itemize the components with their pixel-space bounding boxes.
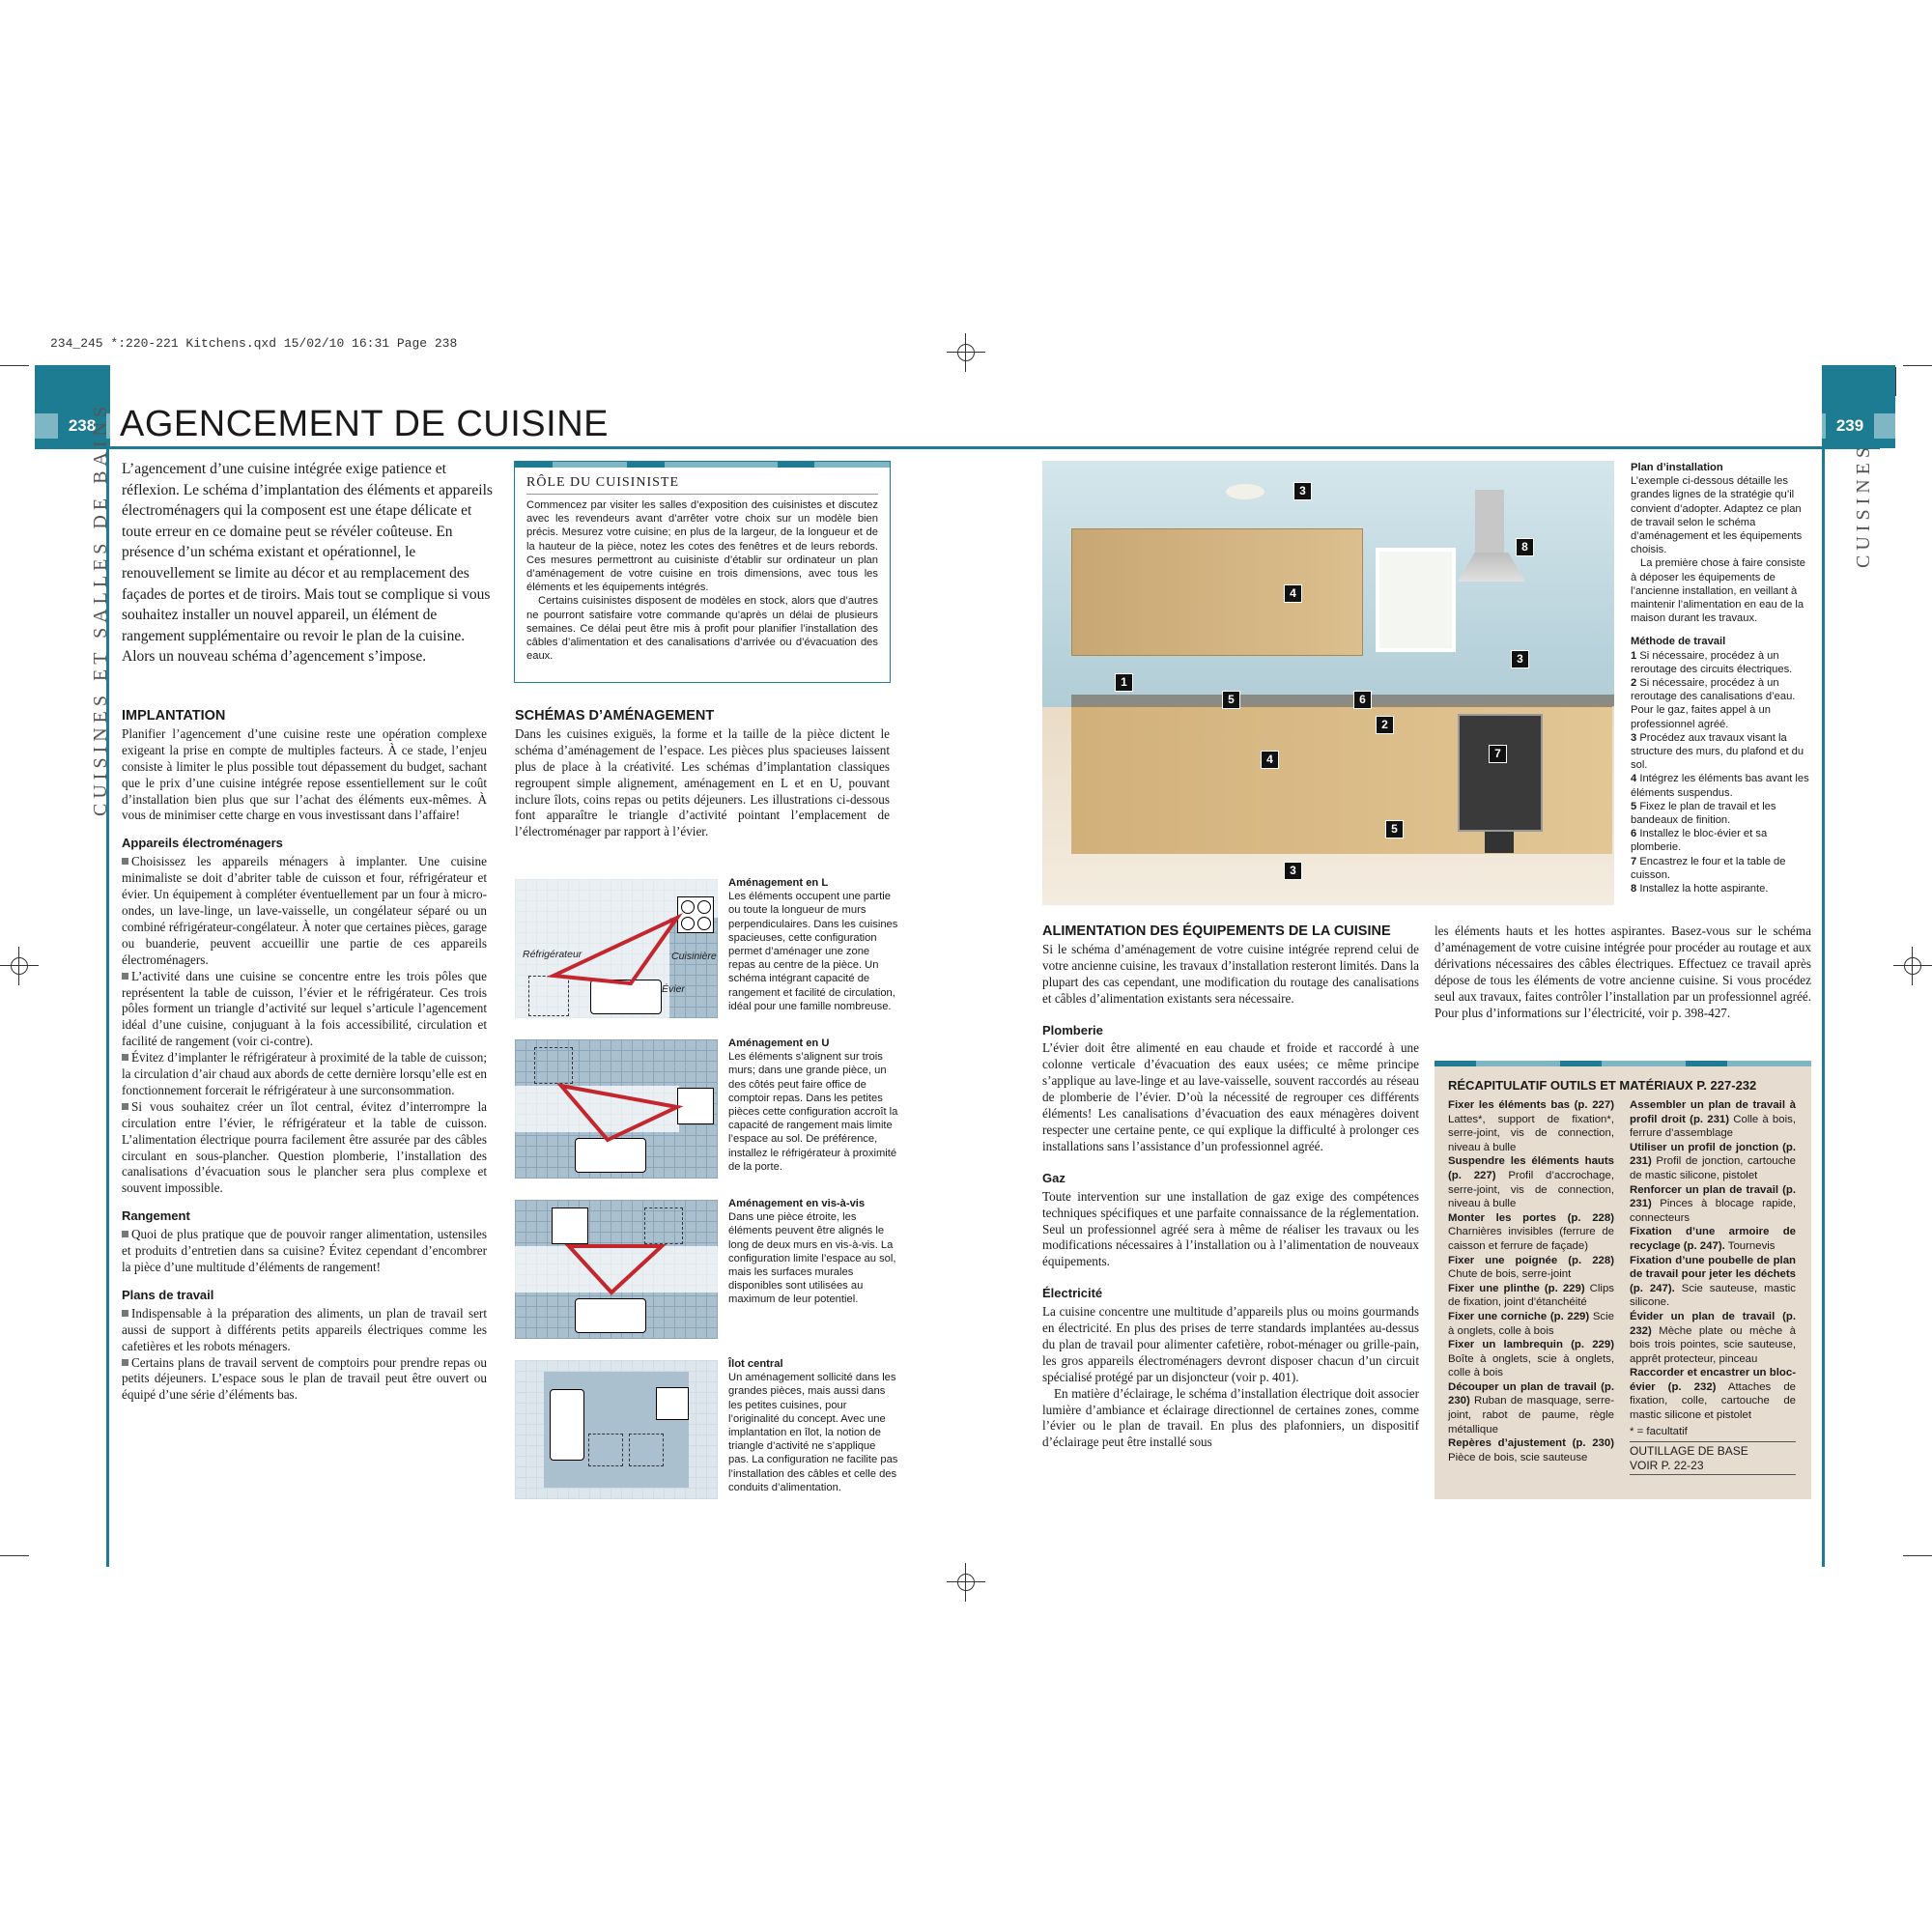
hob-icon bbox=[656, 1387, 689, 1420]
activity-triangle bbox=[515, 1039, 718, 1179]
electricite-p1: La cuisine concentre une multitude d’appareils plus ou moins gourmands en électricité. En plus des prises de terre standards implantées au-dessus du plan de travail pour alimenter cafetière, robot-ménager ou grille-pain, les gros appareils électroménagers devront disposer chacun d’un circuit spécialisé protégé par un disjoncteur (voir p. 401). bbox=[1042, 1304, 1419, 1384]
recap-item: Fixation d’une armoire de recyclage (p. 247). Tournevis bbox=[1630, 1226, 1796, 1252]
side-label-left: CUISINES ET SALLES DE BAINS bbox=[90, 401, 111, 816]
methode-step: 2 Si nécessaire, procédez à un reroutage des canalisations d’eau. Pour le gaz, faites appel à un professionnel agréé. bbox=[1631, 677, 1796, 730]
alimentation-text: Si le schéma d’aménagement de votre cuisine intégrée reprend celui de votre ancienne cuisine, les travaux d’installation resteront limités. Dans la plupart des cas cependant, une modification du routage des canalisations et câbles d’alimentation existants sera nécessaire. bbox=[1042, 941, 1420, 1006]
recap-item: Fixer une plinthe (p. 229) Clips de fixation, joint d’étanchéité bbox=[1448, 1282, 1614, 1309]
appareils-item: L’activité dans une cuisine se concentre entre les trois pôles que représentent la table de cuisson, l’évier et le réfrigérateur. Ces trois pôles forment un triangle d’activité sur lequel s’articule l’agencement idéal d’une cuisine, conjuguant à la fois accessibilité, circulation et facilité de rangement (voir ci-contre). bbox=[122, 968, 487, 1049]
plan-heading: Plan d’installation bbox=[1631, 462, 1723, 473]
plan-installation bbox=[1631, 461, 1812, 895]
col4-text: les éléments hauts et les hottes aspirantes. Basez-vous sur le schéma d’aménagement de votre cuisine intégrée pour procéder au routage et aux dérivations nécessaires des câbles électriques. Effectuez ce travail après dépose de tous les éléments de votre ancienne cuisine. Si vous procédez seul aux travaux, faites contrôler l’installation par un professionnel agréé. Pour plus d’informations sur l’électricité, voir p. 398-427. bbox=[1435, 923, 1811, 1020]
kitchen-photo bbox=[1042, 461, 1614, 905]
oven bbox=[1458, 714, 1543, 832]
recap-item: Découper un plan de travail (p. 230) Ruban de masquage, serre-joint, rabot de paume, règle métallique bbox=[1448, 1380, 1614, 1435]
schemas-section bbox=[515, 708, 890, 840]
methode-step: 4 Intégrez les éléments bas avant les éléments suspendus. bbox=[1631, 773, 1809, 799]
role-heading: RÔLE DU CUISINISTE bbox=[526, 475, 878, 495]
registration-mark-right bbox=[1893, 947, 1932, 985]
methode-step: 5 Fixez le plan de travail et les bandeaux de finition. bbox=[1631, 800, 1776, 827]
recap-item: Repères d’ajustement (p. 230) Pièce de bois, scie sauteuse bbox=[1448, 1437, 1614, 1463]
plans-heading: Plans de travail bbox=[122, 1287, 214, 1302]
rangement-heading: Rangement bbox=[122, 1208, 190, 1224]
rangement-item: Quoi de plus pratique que de pouvoir ranger alimentation, ustensiles et produits d’entretien dans sa cuisine? Évitez cependant d’encombrer la pièce d’une multitude d’éléments de rangement! bbox=[122, 1227, 487, 1274]
recap-item: Fixation d’une poubelle de plan de travail pour jeter les déchets (p. 247). Scie sauteuse, mastic silicone. bbox=[1630, 1254, 1797, 1309]
recap-right-column bbox=[1630, 1098, 1796, 1475]
recap-item: Monter les portes (p. 228) Charnières invisibles (ferrure de caisson et ferrure de façade) bbox=[1448, 1211, 1614, 1252]
layout-l-title: Aménagement en L bbox=[728, 877, 829, 889]
layout-u-caption bbox=[728, 1037, 898, 1174]
layout-ilot-caption bbox=[728, 1357, 898, 1494]
appareils-item: Évitez d’implanter le réfrigérateur à proximité de la table de cuisson; la circulation d’air chaud aux abords de cette dernière lorsqu’elle est en fonctionnement forcerait le réfrigérateur à une surconsommation. bbox=[122, 1050, 487, 1097]
recap-note: * = facultatif bbox=[1630, 1425, 1688, 1437]
plomberie-heading: Plomberie bbox=[1042, 1022, 1103, 1037]
plomberie-text: L’évier doit être alimenté en eau chaude et froide et raccordé à une colonne verticale d’évacuation des eaux usées; ce même principe s’applique au lave-linge et au lave-vaisselle, souvent raccordés au réseau de plomberie de l’évier. D’où la nécessité de regrouper ces différents éléments! Les canalisations d’évacuation des eaux ménagères doivent respecter une certaine pente, ce qui explique la difficulté à prolonger ces installations sans l’assistance d’un professionnel agréé. bbox=[1042, 1040, 1419, 1153]
schemas-text: Dans les cuisines exiguës, la forme et la taille de la pièce dictent le schéma d’aménagement de l’espace. Les pièces plus spacieuses laissent plus de place à la créativité. Les schémas d’implantation classiques regroupent simple alignement, aménagement en L et en U, pouvant inclure îlots, coins repas ou petits déjeuners. Les illustrations ci-dessous font apparaître le triangle d’activité pointant l’emplacement de l’électroménager par rapport à l’évier. bbox=[515, 725, 890, 839]
role-cuisiniste-box bbox=[514, 461, 891, 683]
right-column-3 bbox=[1042, 923, 1419, 1451]
diagram-vis-a-vis-layout bbox=[515, 1200, 718, 1339]
layout-u-text: Les éléments s’alignent sur trois murs; dans une grande pièce, un des côtés peut faire office de comptoir repas. Dans les petites pièces cette configuration accroît la capacité de rangement mais limite l’espace au sol. De préférence, installez le réfrigérateur à proximité de la porte. bbox=[728, 1051, 898, 1173]
gaz-text: Toute intervention sur une installation de gaz exige des compétences techniques spécifiques et une parfaite connaissance de la réglementation. Seul un professionnel agréé sera à même de réaliser les travaux ou les modifications nécessaires à l’installation ou à l’alimentation de nouveaux équipements. bbox=[1042, 1188, 1419, 1269]
methode-step: 6 Installez le bloc-évier et sa plomberie. bbox=[1631, 828, 1768, 854]
hood-chimney bbox=[1475, 490, 1504, 557]
ceiling-light bbox=[1226, 484, 1264, 499]
photo-badge: 3 bbox=[1293, 482, 1312, 500]
methode-step: 8 Installez la hotte aspirante. bbox=[1631, 883, 1769, 895]
layout-u-title: Aménagement en U bbox=[728, 1037, 830, 1049]
recap-base-1: OUTILLAGE DE BASE bbox=[1630, 1441, 1796, 1459]
plans-item: Certains plans de travail servent de comptoirs pour prendre repas ou petits déjeuners. L’espace sous le plan de travail peut être ouvert ou équipé d’une série d’éléments bas. bbox=[122, 1354, 487, 1403]
gaz-heading: Gaz bbox=[1042, 1170, 1065, 1185]
photo-badge: 7 bbox=[1489, 745, 1507, 763]
page-number-left: 238 bbox=[58, 413, 106, 439]
electricite-heading: Électricité bbox=[1042, 1286, 1103, 1301]
alimentation-heading: ALIMENTATION DES ÉQUIPEMENTS DE LA CUISINE bbox=[1042, 923, 1391, 939]
registration-mark-left bbox=[0, 947, 39, 985]
wall-cabinets bbox=[1071, 528, 1363, 656]
photo-badge: 4 bbox=[1261, 751, 1279, 769]
plans-item: Indispensable à la préparation des aliments, un plan de travail sert aussi de support à différents petits appareils électriques comme les cafetières et les robots ménagers. bbox=[122, 1305, 487, 1353]
methode-step: 7 Encastrez le four et la table de cuisson. bbox=[1631, 855, 1786, 881]
fridge-outline bbox=[629, 1434, 664, 1466]
box-color-bar bbox=[515, 462, 890, 468]
recap-item: Assembler un plan de travail à profil droit (p. 231) Colle à bois, ferrure d’assemblage bbox=[1630, 1099, 1796, 1140]
trim-mark bbox=[1903, 1555, 1932, 1556]
photo-badge: 5 bbox=[1222, 691, 1240, 709]
photo-badge: 3 bbox=[1511, 650, 1529, 668]
layout-l-caption bbox=[728, 876, 898, 1013]
recap-box bbox=[1435, 1061, 1811, 1499]
recap-item: Fixer les éléments bas (p. 227) Lattes*, support de fixation*, serre-joint, vis de connection, niveau à bulle bbox=[1448, 1099, 1614, 1153]
implantation-text: Planifier l’agencement d’une cuisine reste une opération complexe exigeant la prise en compte de multiples facteurs. À ce stade, l’enjeu consiste à limiter le plus possible tout dépassement du budget, sachant que le prix d’une cuisine intégrée repose essentiellement sur le coût d’installation bien plus que sur l’achat des éléments eux-mêmes. À vous de minimiser cette charge en vous investissant dans l’affaire! bbox=[122, 725, 487, 823]
intro-paragraph: L’agencement d’une cuisine intégrée exige patience et réflexion. Le schéma d’implantation des éléments et appareils électroménagers qui la composent est une étape délicate et toute erreur en ce domaine peut se révéler coûteuse. En présence d’un schéma existant et opérationnel, le renouvellement se limite au décor et au remplacement des façades de portes et de tiroirs. Mais tout se complique si vous souhaitez installer un nouvel appareil, un élément de rangement supplémentaire ou revoir le plan de la cuisine. Alors un nouveau schéma d’agencement s’impose. bbox=[122, 461, 493, 666]
left-column-body bbox=[122, 708, 487, 1404]
electricite-p2: En matière d’éclairage, le schéma d’installation électrique doit associer lumière d’ambiance et éclairage directionnel de certaines zones, comme l’évier ou le plan de travail. En plus des plafonniers, un dispositif d’éclairage peut être installé sous bbox=[1042, 1385, 1419, 1450]
methode-heading: Méthode de travail bbox=[1631, 636, 1726, 648]
recap-item: Renforcer un plan de travail (p. 231) Pinces à blocage rapide, connecteurs bbox=[1630, 1183, 1796, 1224]
activity-triangle bbox=[515, 1200, 718, 1339]
recap-item: Utiliser un profil de jonction (p. 231) Profil de jonction, cartouche de mastic silicone, pistolet bbox=[1630, 1141, 1796, 1181]
appareils-item: Choisissez les appareils ménagers à implanter. Une cuisine minimaliste se doit d’abriter table de cuisson et four, réfrigérateur et évier. Un équipement à compléter éventuellement par un four à micro-ondes, un lave-linge, un lave-vaisselle, un congélateur séparé ou un combiné réfrigérateur-congélateur. À noter que certaines pièces, garage ou buanderie, peuvent accueillir une partie de ces appareils électroménagers. bbox=[122, 854, 487, 967]
layout-ilot-title: Îlot central bbox=[728, 1358, 783, 1370]
page-number-right: 239 bbox=[1826, 413, 1874, 439]
page-title: AGENCEMENT DE CUISINE bbox=[120, 404, 609, 444]
registration-mark-top bbox=[947, 333, 985, 372]
label-refrigerateur: Réfrigérateur bbox=[523, 949, 582, 960]
label-cuisiniere: Cuisinière bbox=[671, 951, 717, 962]
layout-vis-a-vis-text: Dans une pièce étroite, les éléments peuvent être alignés le long de deux murs en vis-à-vis. La configuration limite l’espace au sol, mais les surfaces murales disponibles sont utilisées au maximum de leur potentiel. bbox=[728, 1211, 896, 1306]
fridge-outline bbox=[588, 1434, 623, 1466]
methode-step: 3 Procédez aux travaux visant la structure des murs, du plafond et du sol. bbox=[1631, 731, 1804, 772]
recap-base-2: VOIR P. 22-23 bbox=[1630, 1459, 1796, 1476]
methode-step: 1 Si nécessaire, procédez à un reroutage des circuits électriques. bbox=[1631, 649, 1793, 675]
role-p2: Certains cuisinistes disposent de modèles en stock, alors que d’autres ne pourront satisfaire votre commande qu’après un délai de plusieurs semaines. Ce délai peut être mis à profit pour planifier l’installation des câbles d’alimentation et des canalisations d’arrivée ou d’évacuation des eaux. bbox=[526, 595, 878, 663]
schemas-heading: SCHÉMAS D’AMÉNAGEMENT bbox=[515, 708, 715, 724]
recap-item: Raccorder et encastrer un bloc-évier (p. 232) Attaches de fixation, colle, cartouche de mastic silicone et pistolet bbox=[1630, 1367, 1796, 1422]
photo-badge: 4 bbox=[1284, 584, 1302, 603]
layout-l-text: Les éléments occupent une partie ou toute la longueur de murs perpendiculaires. Dans les cuisines spacieuses, cette configuration permet d’aménager une zone repas au centre de la pièce. Un schéma intégrant capacité de rangement et facilité de circulation, idéal pour une famille nombreuse. bbox=[728, 891, 898, 1012]
trim-mark bbox=[0, 365, 29, 366]
worktop bbox=[1071, 695, 1614, 706]
photo-badge: 8 bbox=[1516, 538, 1534, 556]
diagram-u-layout bbox=[515, 1039, 718, 1179]
label-evier: Évier bbox=[662, 983, 685, 995]
layout-vis-a-vis-title: Aménagement en vis-à-vis bbox=[728, 1198, 866, 1209]
vent-grille bbox=[1485, 832, 1514, 853]
photo-badge: 6 bbox=[1353, 691, 1372, 709]
recap-item: Fixer une poignée (p. 228) Chute de bois, serre-joint bbox=[1448, 1254, 1614, 1281]
appareils-heading: Appareils électroménagers bbox=[122, 836, 283, 851]
recap-item: Fixer un lambrequin (p. 229) Boîte à onglets, scie à onglets, colle à bois bbox=[1448, 1339, 1614, 1379]
photo-badge: 5 bbox=[1385, 820, 1404, 838]
right-vertical-rule bbox=[1822, 446, 1825, 1567]
window bbox=[1376, 548, 1456, 652]
print-slug: 234_245 *:220-221 Kitchens.qxd 15/02/10 16:31 Page 238 bbox=[50, 336, 458, 351]
photo-badge: 1 bbox=[1115, 673, 1133, 692]
role-p1: Commencez par visiter les salles d’exposition des cuisinistes et discutez avec les revendeurs avant d’arrêter votre choix sur un modèle bien précis. Mesurez votre cuisine; en plus de la largeur, de la longueur et de la hauteur de la pièce, notez les cotes des fenêtres et de leurs rebords. Ces mesures permettront au cuisiniste d’établir sur ordinateur un plan d’aménagement de votre cuisine en trois dimensions, avec tous les éléments et les équipements intégrés. bbox=[526, 499, 878, 594]
plan-p1: L’exemple ci-dessous détaille les grandes lignes de la stratégie qu’il convient d’adopter. Adaptez ce plan de travail selon le schéma d’aménagement et les équipements choisis. bbox=[1631, 475, 1803, 556]
layout-ilot-text: Un aménagement sollicité dans les grandes pièces, mais aussi dans les petites cuisines, pour l’originalité du concept. Avec une implantation en îlot, la notion de triangle d’activité ne s’applique pas. La configuration ne facilite pas l’installation des câbles et celle des conduits d’alimentation. bbox=[728, 1372, 898, 1493]
recap-left-column bbox=[1448, 1098, 1614, 1475]
plan-p2: La première chose à faire consiste à déposer les équipements de l’ancienne installation, en veillant à maintenir l’alimentation en eau de la maison durant les travaux. bbox=[1631, 557, 1806, 625]
diagram-ilot-layout bbox=[515, 1360, 718, 1499]
recap-heading: RÉCAPITULATIF OUTILS ET MATÉRIAUX P. 227-232 bbox=[1448, 1078, 1757, 1093]
layout-vis-a-vis-caption bbox=[728, 1197, 898, 1307]
appareils-item: Si vous souhaitez créer un îlot central, évitez d’interrompre la circulation entre l’évier, le réfrigérateur et la table de cuisson. L’alimentation électrique pourra facilement être assurée par des câbles circulant en sous-plancher. Question plomberie, l’installation des canalisations d’évacuation sous le plancher sera plus complexe et souvent impossible. bbox=[122, 1098, 487, 1196]
trim-mark bbox=[0, 1555, 29, 1556]
trim-mark bbox=[1903, 365, 1932, 366]
recap-item: Évider un plan de travail (p. 232) Mèche plate ou mèche à bois trois pointes, scie sauteuse, apprêt protecteur, pinceau bbox=[1630, 1310, 1796, 1365]
side-label-right: CUISINES bbox=[1853, 441, 1874, 568]
sink-icon bbox=[550, 1389, 584, 1461]
trim-mark bbox=[1895, 367, 1896, 396]
implantation-heading: IMPLANTATION bbox=[122, 708, 226, 724]
photo-badge: 2 bbox=[1376, 716, 1394, 734]
methode-steps bbox=[1631, 649, 1812, 896]
recap-color-bar bbox=[1435, 1061, 1811, 1066]
registration-mark-bottom bbox=[947, 1563, 985, 1602]
right-column-4 bbox=[1435, 923, 1811, 1021]
recap-item: Suspendre les éléments hauts (p. 227) Profil d’accrochage, serre-joint, vis de connection, niveau à bulle bbox=[1448, 1155, 1614, 1210]
photo-badge: 3 bbox=[1284, 862, 1302, 880]
header-rule bbox=[35, 446, 1880, 449]
recap-item: Fixer une corniche (p. 229) Scie à onglets, colle à bois bbox=[1448, 1310, 1614, 1337]
diagram-l-layout bbox=[515, 879, 718, 1018]
